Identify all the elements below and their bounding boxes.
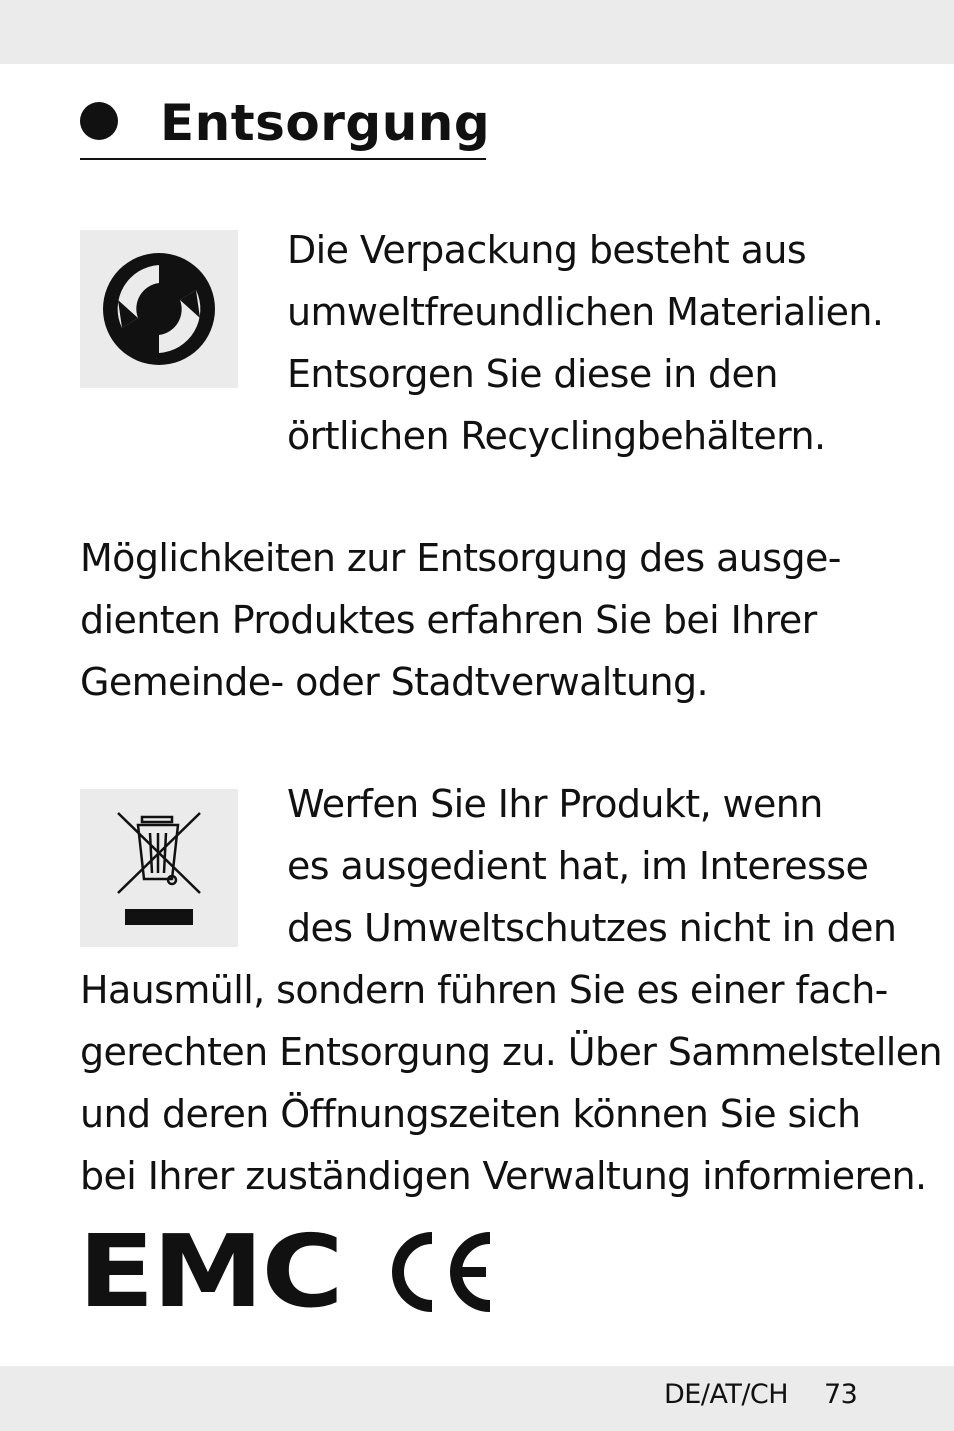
weee-line-3: des Umweltschutzes nicht in den <box>287 906 897 950</box>
weee-line-4: Hausmüll, sondern führen Sie es einer fach- <box>80 968 888 1012</box>
footer-region: DE/AT/CH <box>664 1379 789 1410</box>
weee-line-7: bei Ihrer zuständigen Verwaltung informieren. <box>80 1154 927 1198</box>
page-number: 73 <box>824 1379 858 1410</box>
disposal-line-1: Möglichkeiten zur Entsorgung des ausge- <box>80 536 841 580</box>
packaging-line-3: Entsorgen Sie diese in den <box>287 352 778 396</box>
packaging-line-1: Die Verpackung besteht aus <box>287 228 807 272</box>
packaging-line-4: örtlichen Recyclingbehältern. <box>287 414 826 458</box>
packaging-line-2: umweltfreundlichen Materialien. <box>287 290 884 334</box>
disposal-line-3: Gemeinde- oder Stadtverwaltung. <box>80 660 709 704</box>
footer-band <box>0 1366 954 1431</box>
weee-line-6: und deren Öffnungszeiten können Sie sich <box>80 1092 861 1136</box>
weee-line-1: Werfen Sie Ihr Produkt, wenn <box>287 782 823 826</box>
emc-mark: EMC <box>78 1213 342 1330</box>
weee-line-5: gerechten Entsorgung zu. Über Sammelstellen <box>80 1030 943 1074</box>
page-title: Entsorgung <box>160 94 491 152</box>
top-band <box>0 0 954 64</box>
bullet-icon <box>80 102 118 140</box>
crossed-out-wheelie-bin-icon <box>80 789 238 947</box>
green-dot-recycling-icon <box>80 230 238 388</box>
section-heading <box>80 88 491 160</box>
weee-line-2: es ausgedient hat, im Interesse <box>287 844 869 888</box>
ce-mark-icon <box>384 1232 498 1312</box>
disposal-line-2: dienten Produktes erfahren Sie bei Ihrer <box>80 598 817 642</box>
